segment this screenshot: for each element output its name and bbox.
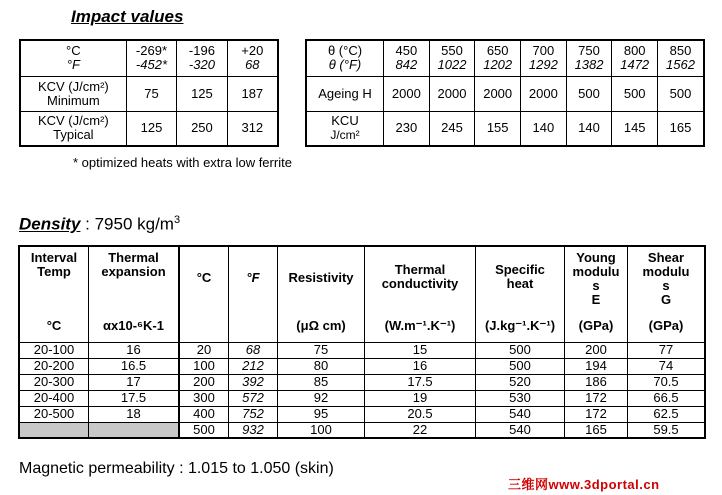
table-header-row [19,246,705,342]
table-cell [177,40,227,76]
table-cell: 194 [565,358,628,374]
table-cell: 230 [384,111,430,146]
header-line: Young [576,250,616,265]
density-line [19,214,180,235]
table-cell: 85 [278,374,365,390]
table-cell: 77 [628,342,706,358]
header-content [565,247,627,333]
table-cell: 520 [476,374,565,390]
header-unit: αx10-⁶K-1 [103,318,164,333]
properties-table [18,245,706,439]
temp-c-value: -196 [188,43,215,59]
table-cell [384,40,430,76]
table-cell: 19 [365,390,476,406]
header-text [365,251,475,291]
table-cell: 250 [177,111,227,146]
table-row [19,358,705,374]
table-cell: 16 [89,342,180,358]
table-cell: 500 [179,422,229,438]
row-label: KCV (J/cm²) [37,113,109,129]
table-cell: 95 [278,406,365,422]
impact-left-table [19,39,279,147]
table-cell: 20.5 [365,406,476,422]
header-expansion [89,246,180,342]
table-cell: 245 [429,111,475,146]
header-line: s [662,278,670,293]
table-cell: 165 [565,422,628,438]
header-content [476,247,564,333]
table-cell [475,40,521,76]
kcu-label [306,111,384,146]
table-cell: 140 [521,111,567,146]
ageing-label: Ageing H [306,76,384,111]
table-cell: 932 [229,422,278,438]
table-cell: 165 [658,111,704,146]
table-cell: 75 [278,342,365,358]
table-cell: 20-500 [19,406,89,422]
theta-f-value: 1202 [483,57,513,73]
table-row [19,406,705,422]
row-label: KCV (J/cm²) [37,78,109,94]
table-cell: 66.5 [628,390,706,406]
header-specific-heat [476,246,565,342]
table-cell: 75 [126,76,177,111]
table-cell: 100 [179,358,229,374]
table-row [306,76,704,111]
header-temp-c [179,246,229,342]
table-cell: 540 [476,422,565,438]
table-cell: 125 [126,111,177,146]
table-cell: 500 [476,342,565,358]
theta-c-label: θ (°C) [327,43,363,59]
header-content [278,247,364,333]
kcv-typical-label [20,111,126,146]
header-unit: (GPa) [578,318,614,333]
table-row [20,111,278,146]
header-resistivity [278,246,365,342]
theta-c-value: 650 [486,43,509,59]
theta-c-value: 750 [578,43,600,59]
impact-values-heading: Impact values [71,7,184,26]
table-cell: 70.5 [628,374,706,390]
table-cell: 2000 [384,76,430,111]
table-cell: 17.5 [89,390,180,406]
table-cell: 125 [177,76,227,111]
table-cell: 20-400 [19,390,89,406]
table-cell: 2000 [429,76,475,111]
header-unit: (W.m⁻¹.K⁻¹) [384,318,456,333]
table-cell: 500 [612,76,658,111]
temp-f-value: -452* [135,57,167,73]
table-cell: 572 [229,390,278,406]
header-line: Temp [37,264,71,279]
header-line: °F [246,270,260,285]
header-line: modulu [572,264,620,279]
table-cell: 2000 [521,76,567,111]
watermark-text: 三维网www.3dportal.cn [508,477,660,492]
header-line: modulu [642,264,690,279]
header-text [565,251,627,307]
header-line: Specific [495,262,545,277]
header-line: Shear [647,250,685,265]
celsius-label: °C [66,43,81,59]
table-cell: 18 [89,406,180,422]
theta-c-value: 450 [395,43,418,59]
theta-c-value: 850 [669,43,692,59]
table-cell: 530 [476,390,565,406]
header-young-modulus [565,246,628,342]
table-cell: 500 [658,76,704,111]
table-row [19,342,705,358]
table-cell: 16.5 [89,358,180,374]
table-cell [227,40,278,76]
temperature-label-cell [20,40,126,76]
table-cell: 92 [278,390,365,406]
header-interval [19,246,89,342]
header-content [89,247,178,333]
fahrenheit-label: °F [66,57,80,73]
table-cell: 59.5 [628,422,706,438]
table-cell [429,40,475,76]
table-cell [658,40,704,76]
table-cell: 200 [565,342,628,358]
header-unit: (J.kg⁻¹.K⁻¹) [484,318,556,333]
theta-f-label: θ (°F) [328,57,362,73]
table-row [19,390,705,406]
table-cell: 80 [278,358,365,374]
theta-f-value: 842 [395,57,418,73]
table-cell [521,40,567,76]
table-cell [89,422,180,438]
table-cell [19,422,89,438]
row-label: KCU [331,113,359,129]
theta-f-value: 1382 [574,57,604,73]
table-cell: 312 [227,111,278,146]
header-content [229,247,277,333]
density-unit-exponent: 3 [173,214,181,226]
theta-label-cell [306,40,384,76]
table-cell: 212 [229,358,278,374]
header-line: Thermal [394,262,446,277]
theta-c-value: 800 [623,43,646,59]
header-content [365,247,475,333]
theta-f-value: 1022 [437,57,467,73]
table-cell: 172 [565,406,628,422]
header-content [20,247,88,333]
theta-c-value: 550 [441,43,463,59]
table-cell: 400 [179,406,229,422]
table-cell [566,40,612,76]
table-cell: 17 [89,374,180,390]
table-row [19,422,705,438]
table-cell: 300 [179,390,229,406]
header-line: Resistivity [288,270,354,285]
header-text [628,251,704,307]
table-cell: 68 [229,342,278,358]
table-cell: 20-200 [19,358,89,374]
table-cell: 20 [179,342,229,358]
temp-c-value: -269* [135,43,167,59]
theta-f-value: 1472 [620,57,650,73]
density-value: : 7950 kg/m [80,214,174,234]
magnetic-permeability: Magnetic permeability : 1.015 to 1.050 (skin) [19,460,334,477]
header-text [476,251,564,291]
table-cell: 20-300 [19,374,89,390]
density-heading: Density [19,214,81,234]
table-cell: 22 [365,422,476,438]
header-shear-modulus [628,246,706,342]
table-cell: 2000 [475,76,521,111]
theta-c-value: 700 [532,43,555,59]
temp-f-value: -320 [188,57,215,73]
table-cell: 15 [365,342,476,358]
table-row [19,374,705,390]
properties-body [19,342,705,438]
table-row [20,40,278,76]
table-cell: 17.5 [365,374,476,390]
theta-f-value: 1292 [528,57,558,73]
table-cell: 392 [229,374,278,390]
impact-footnote: * optimized heats with extra low ferrite [73,155,292,170]
table-cell: 187 [227,76,278,111]
impact-right-table [305,39,705,147]
header-line: expansion [101,264,166,279]
table-cell: 100 [278,422,365,438]
row-label: J/cm² [330,128,360,143]
temp-c-value: +20 [241,43,264,59]
header-line: Interval [30,250,78,265]
table-cell: 20-100 [19,342,89,358]
table-cell: 155 [475,111,521,146]
row-label: Minimum [46,92,100,108]
header-content [180,247,228,333]
temp-f-value: 68 [245,57,260,73]
table-cell: 752 [229,406,278,422]
table-cell: 140 [566,111,612,146]
header-unit: °C [46,318,62,333]
table-cell [612,40,658,76]
table-cell: 74 [628,358,706,374]
header-line: heat [506,276,534,291]
table-cell: 200 [179,374,229,390]
header-line: conductivity [381,276,459,291]
table-cell: 145 [612,111,658,146]
table-row [306,40,704,76]
kcv-minimum-label [20,76,126,111]
table-cell: 540 [476,406,565,422]
header-text [89,251,178,279]
theta-f-value: 1562 [666,57,695,73]
table-cell: 172 [565,390,628,406]
header-line: s [592,278,600,293]
header-unit: (GPa) [648,318,684,333]
table-cell: 186 [565,374,628,390]
header-line: °C [196,270,212,285]
header-temp-f [229,246,278,342]
table-cell: 500 [476,358,565,374]
table-cell: 500 [566,76,612,111]
header-line: E [591,292,601,307]
table-row [306,111,704,146]
table-row [20,76,278,111]
header-conductivity [365,246,476,342]
table-cell: 16 [365,358,476,374]
header-unit: (μΩ cm) [296,318,346,333]
row-label: Typical [53,127,94,143]
header-line: G [660,292,672,307]
header-line: Thermal [108,250,159,265]
table-cell: 62.5 [628,406,706,422]
table-cell [126,40,177,76]
header-content [628,247,704,333]
header-text [20,251,88,279]
